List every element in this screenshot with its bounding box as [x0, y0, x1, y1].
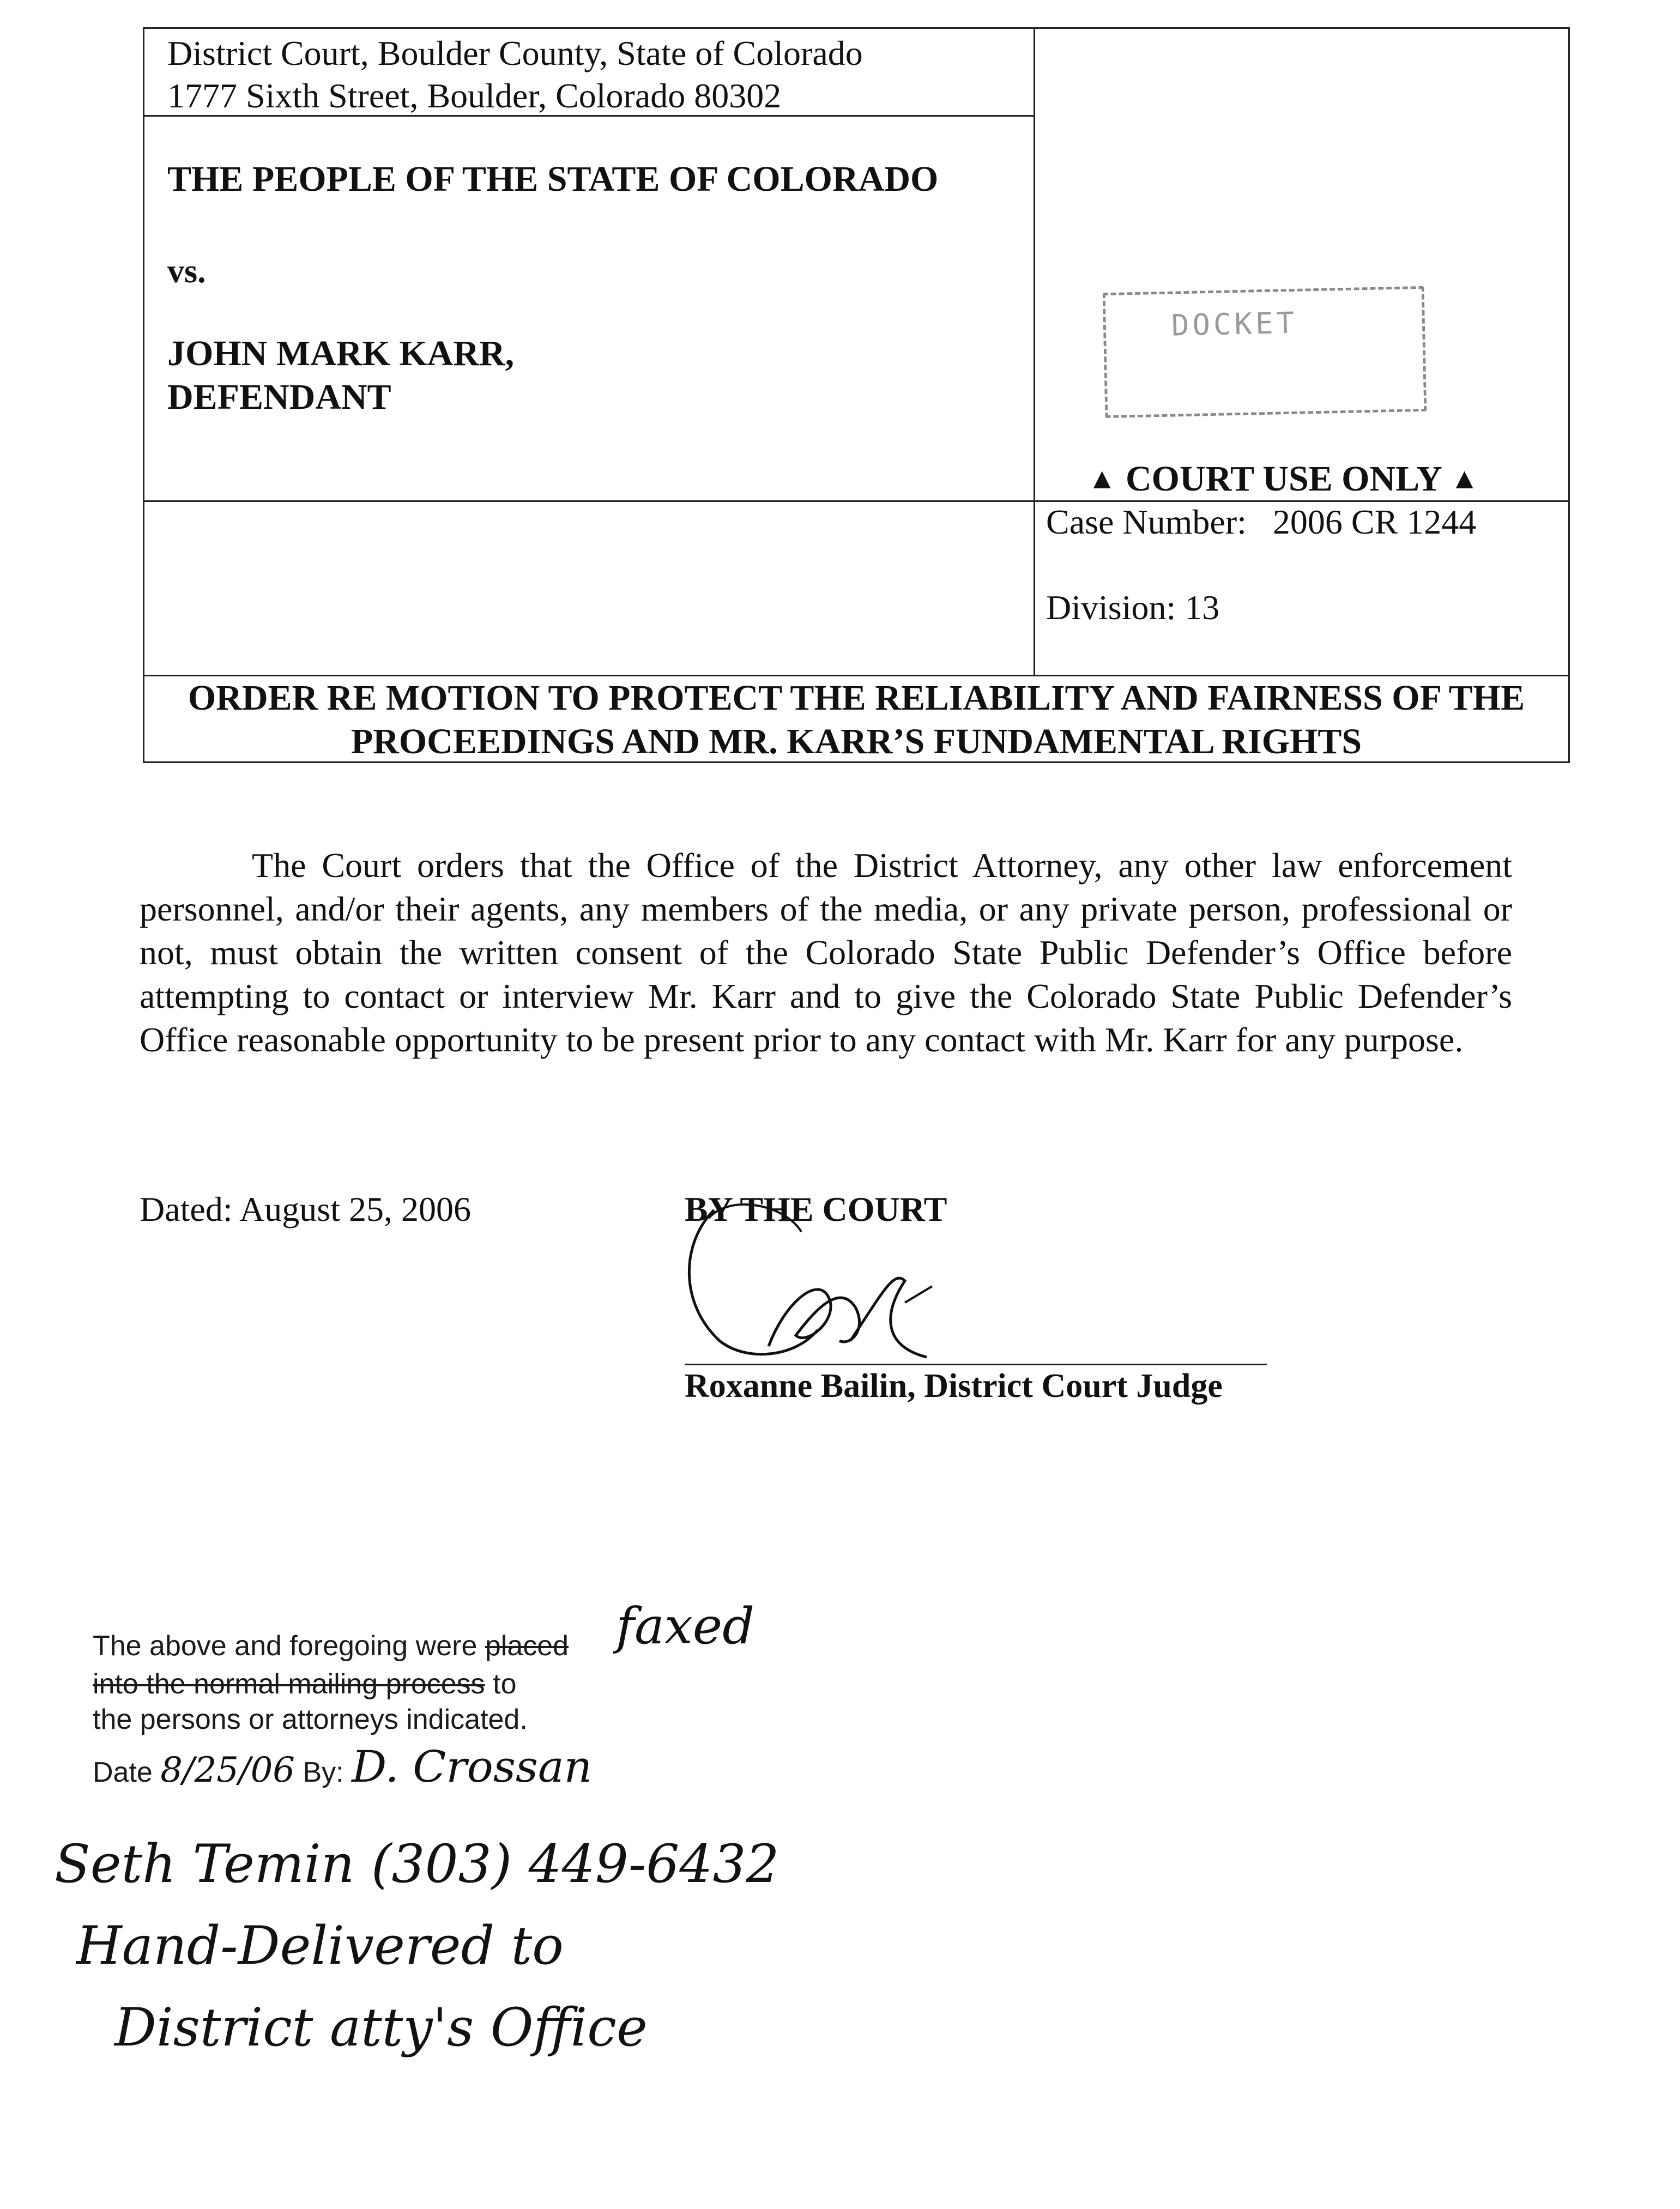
triangle-up-icon: ▲ — [1087, 462, 1117, 495]
case-number — [1046, 502, 1476, 542]
caption-box — [143, 27, 1570, 763]
defendant-block — [167, 332, 514, 419]
plaintiff: THE PEOPLE OF THE STATE OF COLORADO — [167, 159, 939, 199]
judge-name: Roxanne Bailin, District Court Judge — [685, 1367, 1223, 1405]
defendant-role: DEFENDANT — [167, 377, 391, 417]
docket-stamp — [1103, 286, 1427, 418]
court-info — [167, 32, 863, 117]
division-value: 13 — [1185, 588, 1220, 627]
court-address: 1777 Sixth Street, Boulder, Colorado 80302 — [167, 76, 782, 115]
court-use-only-label — [1087, 458, 1567, 500]
court-use-only-text: COURT USE ONLY — [1125, 459, 1441, 499]
signature-line — [685, 1364, 1267, 1365]
dated-line — [140, 1189, 471, 1230]
stamp-date-handwritten: 8/25/06 — [160, 1750, 295, 1790]
division — [1046, 588, 1219, 628]
stamp-by-handwritten: D. Crossan — [352, 1741, 593, 1792]
judge-signature — [676, 1194, 981, 1384]
dated-value: August 25, 2006 — [239, 1190, 471, 1228]
by-the-court: BY THE COURT — [685, 1190, 947, 1228]
dated-label: Dated: — [140, 1190, 233, 1228]
order-body-paragraph: The Court orders that the Office of the District Attorney, any other law enforcement personnel, and/or their agents, any members of the media, or any private person, professional or not, must obtain the written consent of the Colorado State Public Defender’s Office before attempting to contact or interview Mr. Karr and to give the Colorado State Public Defender’s Office reasonable opportunity to be present prior to any contact with Mr. Karr for any purpose. — [140, 846, 1512, 1059]
stamp-line-2 — [93, 1668, 517, 1700]
stamp-line-2-suffix: to — [493, 1668, 517, 1700]
stamp-date-label: Date — [93, 1757, 153, 1788]
stamp-line-2-struck: into the normal mailing process — [93, 1668, 485, 1700]
case-number-label: Case Number: — [1046, 503, 1247, 541]
order-title — [144, 676, 1568, 764]
handwritten-note-line-2: Hand-Delivered to — [76, 1915, 564, 1976]
defendant-name: JOHN MARK KARR, — [167, 334, 515, 373]
handwritten-note-line-1: Seth Temin (303) 449-6432 — [55, 1833, 779, 1895]
stamp-line-1-prefix: The above and foregoing were — [93, 1630, 478, 1662]
versus: vs. — [167, 253, 206, 290]
handwritten-note-line-3: District atty's Office — [114, 1997, 648, 2058]
caption-divider-vertical — [1034, 29, 1035, 675]
order-title-line-1: ORDER RE MOTION TO PROTECT THE RELIABILITY AND FAIRNESS OF THE — [188, 678, 1525, 718]
triangle-up-icon: ▲ — [1449, 462, 1479, 495]
mailing-certificate-stamp — [93, 1591, 801, 1792]
stamp-line-1 — [93, 1630, 569, 1662]
stamp-handwritten-faxed: faxed — [616, 1597, 755, 1655]
stamp-line-1-struck: placed — [485, 1630, 569, 1662]
division-label: Division: — [1046, 588, 1176, 627]
stamp-line-4 — [93, 1741, 592, 1792]
case-number-value: 2006 CR 1244 — [1272, 503, 1477, 541]
order-title-line-2: PROCEEDINGS AND MR. KARR’S FUNDAMENTAL RIGHTS — [350, 722, 1362, 761]
stamp-line-3: the persons or attorneys indicated. — [93, 1704, 528, 1735]
court-name: District Court, Boulder County, State of Colorado — [167, 34, 863, 72]
docket-stamp-text: DOCKET — [1171, 305, 1298, 343]
stamp-by-label: By: — [303, 1757, 344, 1788]
